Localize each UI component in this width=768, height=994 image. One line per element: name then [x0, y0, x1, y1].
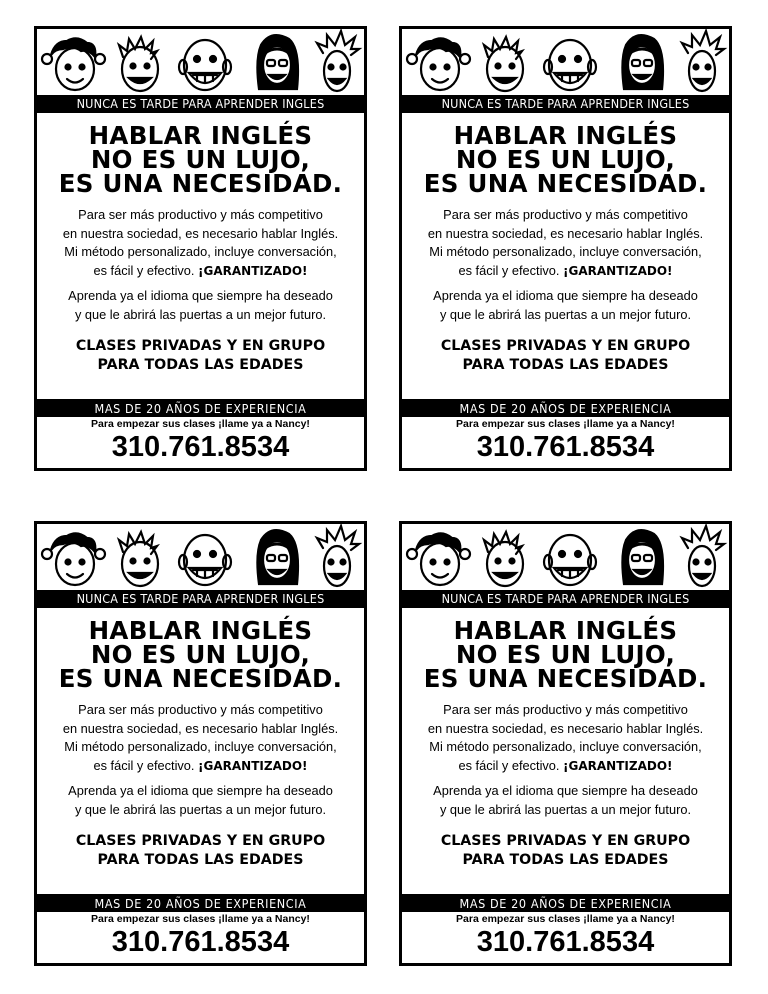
classes-text	[402, 832, 729, 870]
guarantee-text: ¡GARANTIZADO!	[198, 758, 308, 773]
experience-banner: MAS DE 20 AÑOS DE EXPERIENCIA	[37, 894, 364, 912]
body-text	[402, 206, 729, 280]
body-line: Mi método personalizado, incluye conversación,	[429, 739, 702, 754]
phone-number: 310.761.8534	[111, 431, 290, 463]
body-text-2	[402, 287, 729, 324]
classes-line: CLASES PRIVADAS Y EN GRUPO	[440, 338, 691, 354]
call-to-action: Para empezar sus clases ¡llame ya a Nancy!	[456, 418, 675, 430]
headline	[37, 121, 364, 198]
body-line	[408, 757, 723, 776]
cartoon-faces-icon	[37, 524, 364, 590]
body-line: Aprenda ya el idioma que siempre ha deseado	[68, 288, 333, 303]
body-line-text: es fácil y efectivo.	[93, 262, 195, 278]
guarantee-text: ¡GARANTIZADO!	[563, 758, 673, 773]
cartoon-faces-icon	[402, 524, 729, 590]
call-to-action: Para empezar sus clases ¡llame ya a Nancy!	[91, 913, 310, 925]
body-line: en nuestra sociedad, es necesario hablar Inglés.	[427, 225, 704, 241]
experience-banner: MAS DE 20 AÑOS DE EXPERIENCIA	[37, 399, 364, 417]
classes-line: CLASES PRIVADAS Y EN GRUPO	[75, 833, 326, 849]
body-line: Aprenda ya el idioma que siempre ha deseado	[433, 288, 698, 303]
classes-line: CLASES PRIVADAS Y EN GRUPO	[75, 338, 326, 354]
body-line-text: es fácil y efectivo.	[458, 262, 560, 278]
flyer	[399, 26, 732, 471]
body-line: en nuestra sociedad, es necesario hablar Inglés.	[427, 720, 704, 736]
classes-line: PARA TODAS LAS EDADES	[97, 852, 304, 868]
cartoon-faces-illustration	[37, 524, 364, 590]
tagline-banner: NUNCA ES TARDE PARA APRENDER INGLES	[37, 590, 364, 608]
body-line-text: es fácil y efectivo.	[458, 757, 560, 773]
body-line: Aprenda ya el idioma que siempre ha deseado	[68, 783, 333, 798]
guarantee-text: ¡GARANTIZADO!	[198, 263, 308, 278]
headline-line: HABLAR INGLÉS	[88, 616, 313, 645]
experience-banner: MAS DE 20 AÑOS DE EXPERIENCIA	[402, 399, 729, 417]
body-line: Para ser más productivo y más competitivo	[443, 702, 688, 717]
body-line: y que le abrirá las puertas a un mejor futuro.	[439, 801, 692, 817]
phone-number: 310.761.8534	[111, 926, 290, 958]
classes-line: PARA TODAS LAS EDADES	[97, 357, 304, 373]
body-text	[402, 701, 729, 775]
body-line-text: es fácil y efectivo.	[93, 757, 195, 773]
tagline-banner: NUNCA ES TARDE PARA APRENDER INGLES	[402, 590, 729, 608]
body-line: Para ser más productivo y más competitivo	[78, 702, 323, 717]
body-line	[408, 262, 723, 281]
guarantee-text: ¡GARANTIZADO!	[563, 263, 673, 278]
body-line	[43, 262, 358, 281]
headline-line: ES UNA NECESIDAD.	[58, 169, 343, 198]
body-line: Mi método personalizado, incluye conversación,	[429, 244, 702, 259]
body-line: y que le abrirá las puertas a un mejor futuro.	[74, 306, 327, 322]
classes-text	[37, 832, 364, 870]
body-line: en nuestra sociedad, es necesario hablar Inglés.	[62, 720, 339, 736]
phone-number: 310.761.8534	[476, 431, 655, 463]
flyer	[34, 26, 367, 471]
body-line: y que le abrirá las puertas a un mejor futuro.	[439, 306, 692, 322]
classes-line: PARA TODAS LAS EDADES	[462, 357, 669, 373]
classes-line: PARA TODAS LAS EDADES	[462, 852, 669, 868]
headline-line: ES UNA NECESIDAD.	[58, 664, 343, 693]
phone-number: 310.761.8534	[476, 926, 655, 958]
headline-line: HABLAR INGLÉS	[453, 616, 678, 645]
headline-line: ES UNA NECESIDAD.	[423, 664, 708, 693]
headline-line: HABLAR INGLÉS	[453, 121, 678, 150]
experience-banner: MAS DE 20 AÑOS DE EXPERIENCIA	[402, 894, 729, 912]
classes-text	[37, 337, 364, 375]
classes-text	[402, 337, 729, 375]
headline-line: HABLAR INGLÉS	[88, 121, 313, 150]
body-line: en nuestra sociedad, es necesario hablar Inglés.	[62, 225, 339, 241]
body-line: Aprenda ya el idioma que siempre ha deseado	[433, 783, 698, 798]
body-text	[37, 701, 364, 775]
headline-line: ES UNA NECESIDAD.	[423, 169, 708, 198]
body-line: y que le abrirá las puertas a un mejor futuro.	[74, 801, 327, 817]
tagline-banner: NUNCA ES TARDE PARA APRENDER INGLES	[37, 95, 364, 113]
body-text-2	[37, 287, 364, 324]
body-line: Para ser más productivo y más competitivo	[78, 207, 323, 222]
headline	[37, 616, 364, 693]
classes-line: CLASES PRIVADAS Y EN GRUPO	[440, 833, 691, 849]
flyer	[399, 521, 732, 966]
headline	[402, 616, 729, 693]
body-line: Para ser más productivo y más competitivo	[443, 207, 688, 222]
body-line	[43, 757, 358, 776]
headline-line: NO ES UN LUJO,	[90, 145, 311, 174]
cartoon-faces-illustration	[37, 29, 364, 95]
cartoon-faces-icon	[402, 29, 729, 95]
body-line: Mi método personalizado, incluye conversación,	[64, 739, 337, 754]
call-to-action: Para empezar sus clases ¡llame ya a Nancy!	[91, 418, 310, 430]
cartoon-faces-icon	[37, 29, 364, 95]
cartoon-faces-illustration	[402, 524, 729, 590]
headline-line: NO ES UN LUJO,	[455, 145, 676, 174]
body-text-2	[37, 782, 364, 819]
body-line: Mi método personalizado, incluye conversación,	[64, 244, 337, 259]
body-text	[37, 206, 364, 280]
body-text-2	[402, 782, 729, 819]
flyer	[34, 521, 367, 966]
tagline-banner: NUNCA ES TARDE PARA APRENDER INGLES	[402, 95, 729, 113]
headline-line: NO ES UN LUJO,	[90, 640, 311, 669]
headline-line: NO ES UN LUJO,	[455, 640, 676, 669]
cartoon-faces-illustration	[402, 29, 729, 95]
headline	[402, 121, 729, 198]
call-to-action: Para empezar sus clases ¡llame ya a Nancy!	[456, 913, 675, 925]
